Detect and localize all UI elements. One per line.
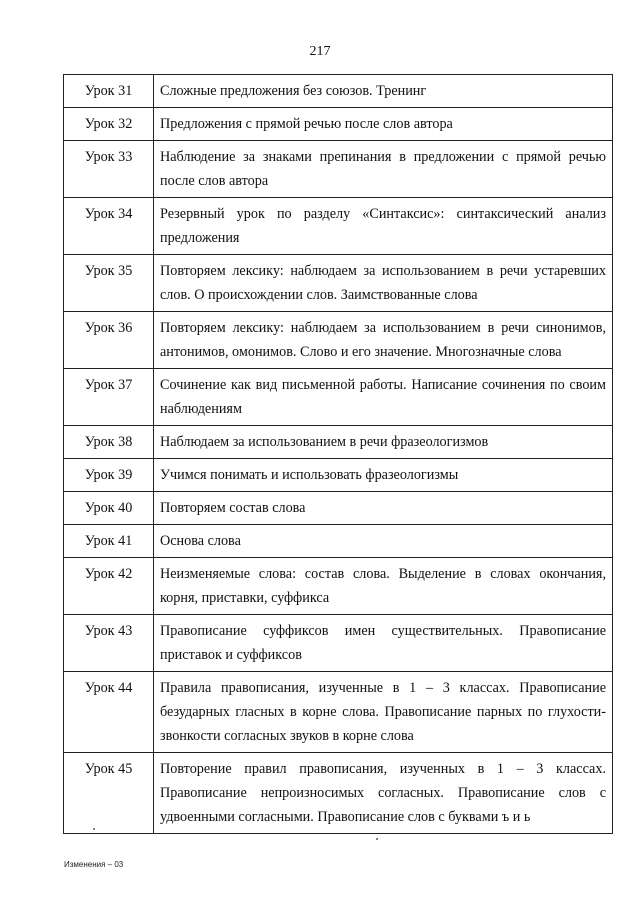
footer-note: Изменения – 03 [64,860,124,869]
lesson-topic: Повторяем состав слова [154,492,613,525]
lesson-topic: Правила правописания, изученные в 1 – 3 классах. Правописание безударных гласных в корне слова. Правописание парных по глухости-звонкости согласных звуков в корне слова [154,672,613,753]
lesson-number: Урок 38 [64,426,154,459]
scan-speck [93,828,95,830]
lesson-topic: Наблюдение за знаками препинания в предложении с прямой речью после слов автора [154,141,613,198]
lesson-table [63,74,613,834]
table-row [64,75,613,108]
lesson-topic: Правописание суффиксов имен существительных. Правописание приставок и суффиксов [154,615,613,672]
table-row [64,426,613,459]
lesson-topic: Повторяем лексику: наблюдаем за использованием в речи синонимов, антонимов, омонимов. Слово и его значение. Многозначные слова [154,312,613,369]
lesson-number: Урок 42 [64,558,154,615]
lesson-topic: Основа слова [154,525,613,558]
table-row [64,753,613,834]
table-row [64,525,613,558]
table-row [64,108,613,141]
lesson-number: Урок 32 [64,108,154,141]
lesson-number: Урок 37 [64,369,154,426]
lesson-topic: Наблюдаем за использованием в речи фразеологизмов [154,426,613,459]
lesson-number: Урок 45 [64,753,154,834]
lesson-number: Урок 39 [64,459,154,492]
lesson-number: Урок 43 [64,615,154,672]
page-number: 217 [309,44,331,59]
table-row [64,369,613,426]
lesson-topic: Резервный урок по разделу «Синтаксис»: синтаксический анализ предложения [154,198,613,255]
lesson-topic: Сложные предложения без союзов. Тренинг [154,75,613,108]
lesson-topic: Учимся понимать и использовать фразеологизмы [154,459,613,492]
table-row [64,492,613,525]
table-row [64,459,613,492]
lesson-number: Урок 31 [64,75,154,108]
lesson-number: Урок 34 [64,198,154,255]
lesson-topic: Повторение правил правописания, изученных в 1 – 3 классах. Правописание непроизносимых согласных. Правописание слов с удвоенными согласными. Правописание слов с буквами ъ и ь [154,753,613,834]
table-row [64,672,613,753]
lesson-number: Урок 40 [64,492,154,525]
table-row [64,312,613,369]
table-row [64,198,613,255]
lesson-number: Урок 44 [64,672,154,753]
lesson-topic: Предложения с прямой речью после слов автора [154,108,613,141]
lesson-number: Урок 36 [64,312,154,369]
lesson-number: Урок 35 [64,255,154,312]
table-row [64,255,613,312]
lesson-topic: Неизменяемые слова: состав слова. Выделение в словах окончания, корня, приставки, суффикса [154,558,613,615]
table-row [64,141,613,198]
table-row [64,615,613,672]
lesson-number: Урок 41 [64,525,154,558]
lesson-topic: Повторяем лексику: наблюдаем за использованием в речи устаревших слов. О происхождении слов. Заимствованные слова [154,255,613,312]
lesson-topic: Сочинение как вид письменной работы. Написание сочинения по своим наблюдениям [154,369,613,426]
table-row [64,558,613,615]
lesson-number: Урок 33 [64,141,154,198]
scan-speck [376,838,378,840]
